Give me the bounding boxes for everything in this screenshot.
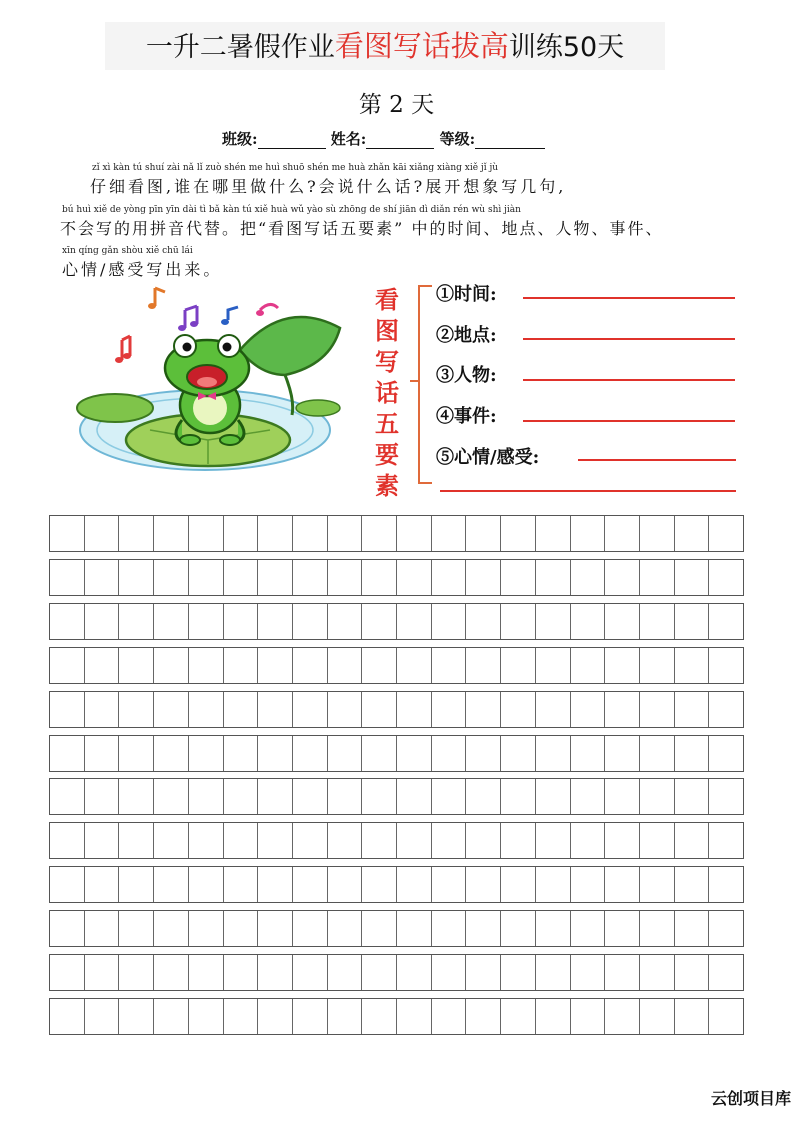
grid-cell[interactable] — [50, 648, 85, 683]
grid-cell[interactable] — [50, 516, 85, 551]
element-place-line[interactable] — [523, 338, 735, 340]
instruction-text-2: 不会写的用拼音代替。把“看图写话五要素” 中的时间、地点、人物、事件、 — [60, 219, 664, 238]
grid-cell[interactable] — [258, 516, 293, 551]
music-note-icon — [115, 336, 131, 363]
title-char: 五 — [375, 409, 399, 438]
grid-cell[interactable] — [293, 779, 328, 814]
element-feeling-label: ⑤心情/感受: — [436, 447, 540, 468]
music-note-icon — [148, 288, 165, 309]
instruction-text-3: 心情/感受写出来。 — [62, 260, 223, 279]
grid-cell[interactable] — [258, 604, 293, 639]
grid-cell[interactable] — [328, 823, 363, 858]
grid-cell[interactable] — [224, 955, 259, 990]
grid-cell[interactable] — [432, 955, 467, 990]
title-suffix: 训练50天 — [508, 32, 625, 63]
title-char: 看 — [375, 285, 399, 314]
grid-cell[interactable] — [466, 911, 501, 946]
grid-cell[interactable] — [362, 692, 397, 727]
grid-cell[interactable] — [50, 823, 85, 858]
grid-cell[interactable] — [397, 604, 432, 639]
grid-cell[interactable] — [362, 779, 397, 814]
grid-cell[interactable] — [605, 955, 640, 990]
grid-cell[interactable] — [709, 999, 743, 1034]
grid-cell[interactable] — [501, 779, 536, 814]
grid-cell[interactable] — [536, 867, 571, 902]
grid-cell[interactable] — [675, 604, 710, 639]
grid-row — [49, 822, 744, 859]
grid-cell[interactable] — [119, 911, 154, 946]
grid-cell[interactable] — [432, 692, 467, 727]
grid-cell[interactable] — [501, 736, 536, 771]
grid-cell[interactable] — [50, 911, 85, 946]
grid-cell[interactable] — [189, 516, 224, 551]
title-char: 要 — [375, 440, 399, 469]
grid-cell[interactable] — [154, 648, 189, 683]
grid-cell[interactable] — [362, 911, 397, 946]
grid-row — [49, 866, 744, 903]
element-time-line[interactable] — [523, 297, 735, 299]
grid-cell[interactable] — [119, 560, 154, 595]
grid-cell[interactable] — [397, 867, 432, 902]
grid-cell[interactable] — [397, 560, 432, 595]
grid-cell[interactable] — [605, 648, 640, 683]
grid-cell[interactable] — [432, 560, 467, 595]
grid-row — [49, 778, 744, 815]
grid-cell[interactable] — [362, 867, 397, 902]
grid-cell[interactable] — [640, 867, 675, 902]
grid-cell[interactable] — [85, 779, 120, 814]
grid-cell[interactable] — [536, 736, 571, 771]
grid-cell[interactable] — [640, 999, 675, 1034]
title-prefix: 一升二暑假作业 — [145, 32, 335, 63]
element-feeling-line[interactable] — [578, 459, 736, 461]
grid-cell[interactable] — [501, 516, 536, 551]
grid-cell[interactable] — [258, 867, 293, 902]
grid-cell[interactable] — [85, 911, 120, 946]
grid-cell[interactable] — [675, 779, 710, 814]
grid-cell[interactable] — [501, 648, 536, 683]
grid-cell[interactable] — [536, 648, 571, 683]
grid-cell[interactable] — [536, 779, 571, 814]
grid-cell[interactable] — [675, 955, 710, 990]
grid-cell[interactable] — [328, 604, 363, 639]
element-person-line[interactable] — [523, 379, 735, 381]
grid-row — [49, 559, 744, 596]
grid-cell[interactable] — [466, 823, 501, 858]
grid-cell[interactable] — [224, 648, 259, 683]
grid-cell[interactable] — [709, 911, 743, 946]
grid-cell[interactable] — [675, 648, 710, 683]
grid-cell[interactable] — [709, 516, 743, 551]
grid-cell[interactable] — [362, 648, 397, 683]
grid-cell[interactable] — [466, 560, 501, 595]
grid-cell[interactable] — [640, 604, 675, 639]
grid-row — [49, 647, 744, 684]
grid-cell[interactable] — [640, 779, 675, 814]
grid-cell[interactable] — [466, 779, 501, 814]
grid-row — [49, 954, 744, 991]
grid-cell[interactable] — [501, 867, 536, 902]
grid-cell[interactable] — [605, 911, 640, 946]
grid-cell[interactable] — [189, 648, 224, 683]
grid-cell[interactable] — [293, 999, 328, 1034]
grid-cell[interactable] — [675, 736, 710, 771]
grid-cell[interactable] — [675, 560, 710, 595]
grid-cell[interactable] — [258, 955, 293, 990]
grid-cell[interactable] — [397, 911, 432, 946]
grid-cell[interactable] — [224, 604, 259, 639]
instruction-text-1: 仔细看图,谁在哪里做什么?会说什么话?展开想象写几句, — [90, 177, 567, 196]
grid-cell[interactable] — [154, 867, 189, 902]
title-char: 写 — [375, 347, 399, 376]
grid-cell[interactable] — [571, 604, 606, 639]
grid-cell[interactable] — [119, 648, 154, 683]
grid-cell[interactable] — [224, 823, 259, 858]
grid-cell[interactable] — [50, 779, 85, 814]
grid-cell[interactable] — [189, 560, 224, 595]
grid-cell[interactable] — [85, 604, 120, 639]
grid-cell[interactable] — [466, 955, 501, 990]
class-field[interactable] — [258, 134, 326, 149]
grid-cell[interactable] — [119, 955, 154, 990]
grid-cell[interactable] — [119, 867, 154, 902]
grid-cell[interactable] — [85, 560, 120, 595]
grid-cell[interactable] — [258, 560, 293, 595]
grid-cell[interactable] — [675, 999, 710, 1034]
grid-cell[interactable] — [605, 560, 640, 595]
grid-cell[interactable] — [466, 604, 501, 639]
element-time-label: ①时间: — [436, 284, 497, 305]
grid-cell[interactable] — [605, 692, 640, 727]
instruction-pinyin-3: xīn qíng gǎn shòu xiě chū lái — [62, 246, 193, 256]
grid-cell[interactable] — [397, 516, 432, 551]
grid-cell[interactable] — [328, 648, 363, 683]
grid-cell[interactable] — [362, 560, 397, 595]
grid-cell[interactable] — [154, 823, 189, 858]
grade-label: 等级: — [439, 130, 476, 148]
grid-cell[interactable] — [50, 692, 85, 727]
grid-cell[interactable] — [605, 867, 640, 902]
grid-cell[interactable] — [709, 779, 743, 814]
grid-cell[interactable] — [85, 692, 120, 727]
grid-cell[interactable] — [328, 867, 363, 902]
grid-cell[interactable] — [85, 736, 120, 771]
element-place-label: ②地点: — [436, 325, 497, 346]
grid-cell[interactable] — [189, 736, 224, 771]
grid-cell[interactable] — [328, 736, 363, 771]
grid-cell[interactable] — [397, 999, 432, 1034]
grid-cell[interactable] — [85, 867, 120, 902]
grid-cell[interactable] — [397, 648, 432, 683]
grid-cell[interactable] — [675, 516, 710, 551]
grid-cell[interactable] — [85, 823, 120, 858]
grid-cell[interactable] — [466, 648, 501, 683]
grid-cell[interactable] — [432, 516, 467, 551]
grid-cell[interactable] — [224, 999, 259, 1034]
grid-cell[interactable] — [466, 692, 501, 727]
grid-cell[interactable] — [362, 516, 397, 551]
element-event-line[interactable] — [523, 420, 735, 422]
grid-cell[interactable] — [293, 867, 328, 902]
grid-cell[interactable] — [50, 560, 85, 595]
title-char: 话 — [375, 378, 399, 407]
grid-cell[interactable] — [571, 516, 606, 551]
grid-cell[interactable] — [258, 692, 293, 727]
grid-cell[interactable] — [605, 604, 640, 639]
grid-cell[interactable] — [432, 867, 467, 902]
grid-cell[interactable] — [536, 692, 571, 727]
grid-cell[interactable] — [397, 823, 432, 858]
grid-cell[interactable] — [501, 999, 536, 1034]
grid-cell[interactable] — [119, 604, 154, 639]
grid-cell[interactable] — [501, 560, 536, 595]
title-char: 图 — [375, 316, 399, 345]
grid-cell[interactable] — [189, 779, 224, 814]
instruction-pinyin-1: zǐ xì kàn tú shuí zài nǎ lǐ zuò shén me huì shuō shén me huà zhǎn kāi xiǎng xiàng xiě jǐ jù — [92, 163, 499, 173]
grid-row — [49, 910, 744, 947]
grid-cell[interactable] — [709, 692, 743, 727]
grid-cell[interactable] — [466, 516, 501, 551]
grid-cell[interactable] — [50, 955, 85, 990]
grid-cell[interactable] — [709, 736, 743, 771]
grid-cell[interactable] — [397, 736, 432, 771]
grid-cell[interactable] — [189, 999, 224, 1034]
grid-cell[interactable] — [709, 955, 743, 990]
grid-cell[interactable] — [640, 560, 675, 595]
grid-cell[interactable] — [293, 955, 328, 990]
grid-cell[interactable] — [501, 955, 536, 990]
grid-cell[interactable] — [328, 560, 363, 595]
elements-bracket-tick — [410, 380, 420, 382]
grade-field[interactable] — [475, 134, 545, 149]
grid-cell[interactable] — [605, 823, 640, 858]
grid-cell[interactable] — [224, 560, 259, 595]
grid-cell[interactable] — [432, 604, 467, 639]
grid-cell[interactable] — [571, 779, 606, 814]
title-char: 素 — [375, 471, 399, 500]
grid-cell[interactable] — [640, 911, 675, 946]
class-label: 班级: — [222, 130, 258, 148]
grid-cell[interactable] — [605, 779, 640, 814]
grid-cell[interactable] — [154, 560, 189, 595]
grid-cell[interactable] — [675, 692, 710, 727]
grid-cell[interactable] — [571, 736, 606, 771]
grid-cell[interactable] — [293, 516, 328, 551]
grid-cell[interactable] — [154, 736, 189, 771]
grid-cell[interactable] — [640, 692, 675, 727]
grid-cell[interactable] — [362, 999, 397, 1034]
grid-cell[interactable] — [466, 999, 501, 1034]
grid-cell[interactable] — [709, 560, 743, 595]
grid-cell[interactable] — [432, 736, 467, 771]
grid-cell[interactable] — [605, 736, 640, 771]
grid-cell[interactable] — [501, 911, 536, 946]
name-field[interactable] — [366, 134, 434, 149]
instruction-pinyin-2: bú huì xiě de yòng pīn yīn dài tì bǎ kàn tú xiě huà wǔ yào sù zhōng de shí jiān dì diǎn rén wù shì jiàn — [62, 205, 521, 215]
grid-cell[interactable] — [154, 999, 189, 1034]
music-note-icon — [178, 306, 198, 331]
grid-cell[interactable] — [293, 604, 328, 639]
grid-cell[interactable] — [189, 867, 224, 902]
grid-cell[interactable] — [328, 911, 363, 946]
grid-cell[interactable] — [189, 823, 224, 858]
grid-cell[interactable] — [154, 911, 189, 946]
footer-brand: 云创项目库 — [710, 1089, 791, 1108]
grid-cell[interactable] — [189, 692, 224, 727]
grid-cell[interactable] — [605, 516, 640, 551]
grid-cell[interactable] — [536, 999, 571, 1034]
grid-cell[interactable] — [640, 955, 675, 990]
grid-cell[interactable] — [675, 823, 710, 858]
grid-cell[interactable] — [154, 955, 189, 990]
grid-cell[interactable] — [432, 999, 467, 1034]
grid-cell[interactable] — [571, 911, 606, 946]
grid-cell[interactable] — [224, 516, 259, 551]
grid-cell[interactable] — [397, 955, 432, 990]
grid-cell[interactable] — [119, 823, 154, 858]
grid-row — [49, 691, 744, 728]
grid-cell[interactable] — [397, 779, 432, 814]
grid-cell[interactable] — [258, 999, 293, 1034]
grid-cell[interactable] — [85, 648, 120, 683]
grid-cell[interactable] — [258, 779, 293, 814]
grid-cell[interactable] — [119, 779, 154, 814]
grid-cell[interactable] — [50, 604, 85, 639]
grid-cell[interactable] — [293, 736, 328, 771]
grid-cell[interactable] — [709, 867, 743, 902]
grid-cell[interactable] — [571, 867, 606, 902]
grid-cell[interactable] — [640, 648, 675, 683]
name-label: 姓名: — [330, 130, 367, 148]
grid-cell[interactable] — [224, 779, 259, 814]
grid-row — [49, 998, 744, 1035]
grid-cell[interactable] — [50, 867, 85, 902]
grid-cell[interactable] — [536, 560, 571, 595]
grid-cell[interactable] — [709, 823, 743, 858]
day-label: 第 2 天 — [358, 92, 435, 118]
grid-cell[interactable] — [85, 516, 120, 551]
element-feeling-line-2[interactable] — [440, 490, 736, 492]
grid-cell[interactable] — [432, 911, 467, 946]
grid-cell[interactable] — [328, 999, 363, 1034]
grid-cell[interactable] — [571, 823, 606, 858]
grid-cell[interactable] — [328, 955, 363, 990]
grid-cell[interactable] — [571, 692, 606, 727]
grid-row — [49, 603, 744, 640]
grid-cell[interactable] — [119, 516, 154, 551]
grid-cell[interactable] — [501, 604, 536, 639]
grid-cell[interactable] — [85, 999, 120, 1034]
element-event-label: ④事件: — [436, 406, 497, 427]
grid-cell[interactable] — [675, 911, 710, 946]
grid-cell[interactable] — [224, 867, 259, 902]
grid-cell[interactable] — [258, 648, 293, 683]
grid-cell[interactable] — [640, 736, 675, 771]
grid-cell[interactable] — [293, 692, 328, 727]
grid-cell[interactable] — [640, 823, 675, 858]
grid-cell[interactable] — [571, 560, 606, 595]
five-elements-title — [368, 284, 406, 501]
grid-cell[interactable] — [501, 692, 536, 727]
grid-cell[interactable] — [709, 604, 743, 639]
grid-cell[interactable] — [640, 516, 675, 551]
grid-cell[interactable] — [50, 999, 85, 1034]
grid-cell[interactable] — [466, 867, 501, 902]
grid-cell[interactable] — [571, 999, 606, 1034]
grid-cell[interactable] — [224, 736, 259, 771]
elements-bracket — [418, 285, 432, 484]
frog-lilypad-illustration — [70, 280, 345, 495]
grid-cell[interactable] — [189, 955, 224, 990]
grid-cell[interactable] — [362, 604, 397, 639]
grid-cell[interactable] — [258, 736, 293, 771]
grid-cell[interactable] — [154, 516, 189, 551]
grid-cell[interactable] — [571, 955, 606, 990]
grid-cell[interactable] — [154, 604, 189, 639]
grid-cell[interactable] — [328, 779, 363, 814]
grid-cell[interactable] — [432, 648, 467, 683]
grid-cell[interactable] — [258, 823, 293, 858]
grid-cell[interactable] — [154, 779, 189, 814]
grid-cell[interactable] — [432, 779, 467, 814]
grid-cell[interactable] — [501, 823, 536, 858]
grid-cell[interactable] — [119, 736, 154, 771]
grid-cell[interactable] — [536, 955, 571, 990]
grid-cell[interactable] — [536, 911, 571, 946]
grid-cell[interactable] — [85, 955, 120, 990]
grid-cell[interactable] — [293, 560, 328, 595]
grid-cell[interactable] — [362, 823, 397, 858]
grid-cell[interactable] — [119, 999, 154, 1034]
title-highlight: 看图写话拔高 — [334, 29, 509, 63]
grid-cell[interactable] — [397, 692, 432, 727]
grid-cell[interactable] — [119, 692, 154, 727]
grid-cell[interactable] — [328, 516, 363, 551]
grid-cell[interactable] — [536, 604, 571, 639]
grid-cell[interactable] — [536, 516, 571, 551]
page-title — [105, 22, 665, 70]
grid-cell[interactable] — [293, 823, 328, 858]
grid-cell[interactable] — [189, 911, 224, 946]
grid-cell[interactable] — [362, 955, 397, 990]
grid-cell[interactable] — [224, 911, 259, 946]
element-person-label: ③人物: — [436, 365, 497, 386]
grid-cell[interactable] — [605, 999, 640, 1034]
grid-cell[interactable] — [328, 692, 363, 727]
grid-cell[interactable] — [571, 648, 606, 683]
grid-cell[interactable] — [293, 911, 328, 946]
grid-cell[interactable] — [258, 911, 293, 946]
grid-cell[interactable] — [536, 823, 571, 858]
grid-cell[interactable] — [362, 736, 397, 771]
grid-cell[interactable] — [675, 867, 710, 902]
grid-row — [49, 735, 744, 772]
grid-cell[interactable] — [293, 648, 328, 683]
grid-cell[interactable] — [466, 736, 501, 771]
grid-cell[interactable] — [432, 823, 467, 858]
grid-cell[interactable] — [224, 692, 259, 727]
grid-cell[interactable] — [189, 604, 224, 639]
music-note-icon — [221, 307, 238, 325]
music-note-icon — [256, 304, 278, 316]
info-fields — [222, 128, 545, 149]
grid-row — [49, 515, 744, 552]
grid-cell[interactable] — [154, 692, 189, 727]
grid-cell[interactable] — [50, 736, 85, 771]
grid-cell[interactable] — [709, 648, 743, 683]
